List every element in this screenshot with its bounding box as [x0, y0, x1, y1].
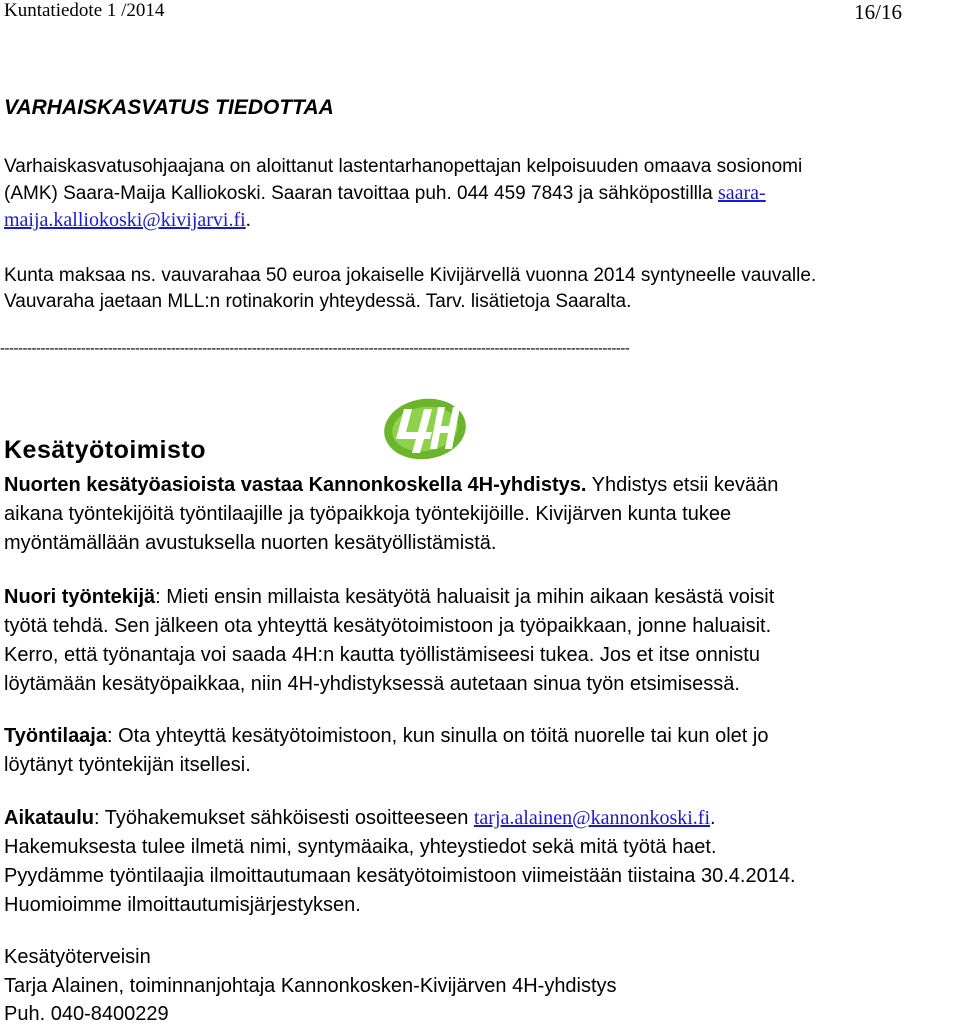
paragraph-text: : Mieti ensin millaista kesätyötä haluaisit ja mihin aikaan kesästä voisit	[155, 586, 775, 608]
paragraph-line	[4, 583, 774, 612]
section-heading-varhaiskasvatus: VARHAISKASVATUS TIEDOTTAA	[4, 96, 334, 119]
punctuation: .	[710, 807, 716, 829]
paragraph-line: aikana työntekijöitä työntilaajille ja työpaikkoja työntekijöille. Kivijärven kunta tukee	[4, 503, 732, 525]
paragraph-text: : Ota yhteyttä kesätyötoimistoon, kun sinulla on töitä nuorelle tai kun olet jo	[107, 725, 769, 747]
paragraph-line	[4, 207, 251, 234]
bold-intro: Nuorten kesätyöasioista vastaa Kannonkoskella 4H-yhdistys.	[4, 474, 587, 496]
dashed-divider: --------------------------------------------------------------------------------------------------------------------------------------------	[0, 340, 630, 357]
paragraph-line: myöntämällään avustuksella nuorten kesätyöllistämistä.	[4, 532, 497, 554]
paragraph-line	[4, 804, 716, 833]
paragraph-line: Vauvaraha jaetaan MLL:n rotinakorin yhteydessä. Tarv. lisätietoja Saaralta.	[4, 291, 632, 312]
paragraph-text: Yhdistys etsii kevään	[586, 474, 779, 496]
email-link-tarja[interactable]: tarja.alainen@kannonkoski.fi	[473, 807, 710, 829]
paragraph-line: löytämään kesätyöpaikkaa, niin 4H-yhdistyksessä autetaan sinua työn etsimisessä.	[4, 673, 740, 695]
paragraph-line: Pyydämme työntilaajia ilmoittautumaan kesätyötoimistoon viimeistään tiistaina 30.4.2014.	[4, 865, 796, 887]
paragraph-line	[4, 180, 766, 207]
page-number: 16/16	[854, 0, 902, 24]
paragraph-line: Huomioimme ilmoittautumisjärjestyksen.	[4, 894, 361, 916]
paragraph-line	[4, 471, 778, 500]
label-aikataulu: Aikataulu	[4, 807, 95, 829]
section-heading-kesatyotoimisto: Kesätyötoimisto	[4, 436, 206, 464]
paragraph-line: työtä tehdä. Sen jälkeen ota yhteyttä kesätyötoimistoon ja työpaikkaan, jonne haluaisit.	[4, 615, 772, 637]
paragraph-line: Hakemuksesta tulee ilmetä nimi, syntymäaika, yhteystiedot sekä mitä työtä haet.	[4, 836, 717, 858]
label-tyontilaaja: Työntilaaja	[4, 725, 107, 747]
paragraph-line	[4, 722, 768, 751]
paragraph-text: (AMK) Saara-Maija Kalliokoski. Saaran tavoittaa puh. 044 459 7843 ja sähköpostillla	[4, 183, 718, 204]
greeting: Kesätyöterveisin	[4, 946, 151, 968]
phone-number: Puh. 040-8400229	[4, 1003, 169, 1025]
paragraph-line: Kerro, että työnantaja voi saada 4H:n kautta työllistämiseesi tukea. Jos et itse onnistu	[4, 644, 760, 666]
email-link-saara-part1[interactable]: saara-	[717, 182, 766, 204]
label-nuori-tyontekija: Nuori työntekijä	[4, 586, 156, 608]
paragraph-line: Kunta maksaa ns. vauvarahaa 50 euroa jokaiselle Kivijärvellä vuonna 2014 syntyneelle vauvalle.	[4, 265, 817, 286]
punctuation: .	[245, 209, 251, 231]
signature: Tarja Alainen, toiminnanjohtaja Kannonkosken-Kivijärven 4H-yhdistys	[4, 975, 617, 997]
email-link-saara-part2[interactable]: maija.kalliokoski@kivijarvi.fi	[4, 209, 246, 231]
paragraph-text: : Työhakemukset sähköisesti osoitteeseen	[94, 807, 474, 829]
document-title: Kuntatiedote 1 /2014	[4, 0, 165, 21]
paragraph-line: Varhaiskasvatusohjaajana on aloittanut lastentarhanopettajan kelpoisuuden omaava sosionomi	[4, 156, 803, 177]
paragraph-line: löytänyt työntekijän itsellesi.	[4, 754, 251, 776]
4h-clover-logo-icon	[382, 395, 468, 463]
